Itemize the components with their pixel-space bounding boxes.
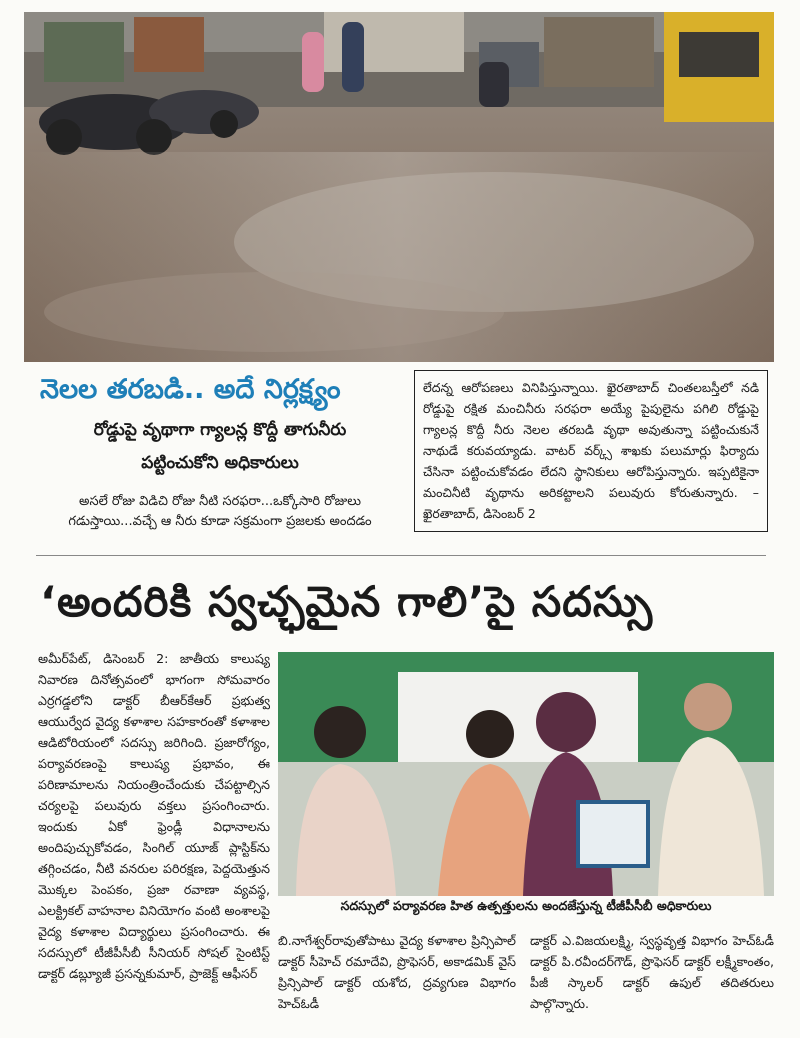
story1-body-box: లేదన్న ఆరోపణలు వినిపిస్తున్నాయి. ఖైరతాబాద్ చింతలబస్తీలో నడి రోడ్డుపై రక్షిత మంచినీరు సరఫరా అయ్యే పైపులైను పగిలి రోడ్డుపై గ్యాలన్ల కొద్దీ నీరు నెలల తరబడి వృథా అవుతున్నా పట్టించుకునే నాథుడే కరువయ్యాడు. వాటర్ వర్క్స్ శాఖకు పలుమార్లు ఫిర్యాదు చేసినా పట్టించుకోవడం లేదని స్థానికులు ఆరోపిస్తున్నారు. ఇప్పటికైనా మంచినీటి వృథాను అరికట్టాలని పలువురు కోరుతున్నారు. – ఖైరతాబాద్, డిసెంబర్ 2: [414, 370, 768, 532]
story1-deck-line1: రోడ్డుపై వృథాగా గ్యాలన్ల కొద్దీ తాగునీరు: [93, 420, 347, 440]
section-divider: [36, 555, 766, 556]
street-flooding-photo: [24, 12, 774, 362]
story2-column1: అమీర్‌పేట్, డిసెంబర్ 2: జాతీయ కాలుష్య నివారణ దినోత్సవంలో భాగంగా సోమవారం ఎర్రగడ్డలోని డాక్టర్ బీఆర్‌కేఆర్ ప్రభుత్వ ఆయుర్వేద వైద్య కళాశాల సహకారంతో కళాశాల ఆడిటోరియంలో సదస్సు జరిగింది. ప్రజారోగ్యం, పర్యావరణంపై కాలుష్య ప్రభావం, ఈ పరిణామాలను నియంత్రించేందుకు చేపట్టాల్సిన చర్యలపై పలువురు వక్తలు ప్రసంగించారు. ఇందుకు ఏకో ఫ్రెండ్లీ విధానాలను అందిపుచ్చుకోవడం, సింగిల్ యూజ్ ప్లాస్టిక్‌ను తగ్గించడం, నీటి వనరుల పరిరక్షణ, పెద్దయెత్తున మొక్కల పెంపకం, ప్రజా రవాణా వ్యవస్థ, ఎలక్ట్రికల్ వాహనాల వినియోగం వంటి అంశాలపై వైద్య కళాశాల విద్యార్థులు ప్రసంగించారు. ఈ సదస్సులో టీజీపీసీబీ సీనియర్ సోషల్ సైంటిస్ట్ డాక్టర్ డబ్ల్యూజీ ప్రసన్నకుమార్, ప్రాజెక్ట్ ఆఫీసర్: [38, 651, 270, 981]
story1-deck-line2: పట్టించుకోని అధికారులు: [141, 453, 299, 473]
story1-headline: నెలల తరబడి.. అదే నిర్లక్ష్యం: [40, 374, 341, 405]
story2-column3: డాక్టర్ ఎ.విజయలక్ష్మి, స్వస్థవృత్త విభాగం హెచ్‌ఓడీ డాక్టర్ పి.రవీందర్‌గౌడ్, ప్రొఫెసర్ డాక్టర్ లక్ష్మీకాంతం, పీజీ స్కాలర్ డాక్టర్ ఉపుల్ తదితరులు పాల్గొన్నారు.: [530, 933, 774, 1011]
story2-title: ‘అందరికి స్వచ్ఛమైన గాలి’పై సదస్సు: [40, 577, 654, 626]
seminar-event-photo: [278, 652, 774, 896]
photo-caption: సదస్సులో పర్యావరణ హిత ఉత్పత్తులను అందజేస్తున్న టీజీపీసీబీ అధికారులు: [340, 898, 712, 913]
story2-column2: బి.నాగేశ్వర్‌రావుతోపాటు వైద్య కళాశాల ప్రిన్సిపాల్ డాక్టర్ సీహెచ్ రమాదేవి, ప్రొఫెసర్, అకాడమిక్ వైస్ ప్రిన్సిపాల్ డాక్టర్ యశోద, ద్రవ్యగుణ విభాగం హెచ్‌ఓడీ: [278, 933, 516, 1011]
story1-lead: అసలే రోజు విడిచి రోజు నీటి సరఫరా...ఒక్కోసారి రోజులు గడుస్తాయి...వచ్చే ఆ నీరు కూడా సక్రమంగా ప్రజలకు అందడం: [68, 494, 372, 529]
